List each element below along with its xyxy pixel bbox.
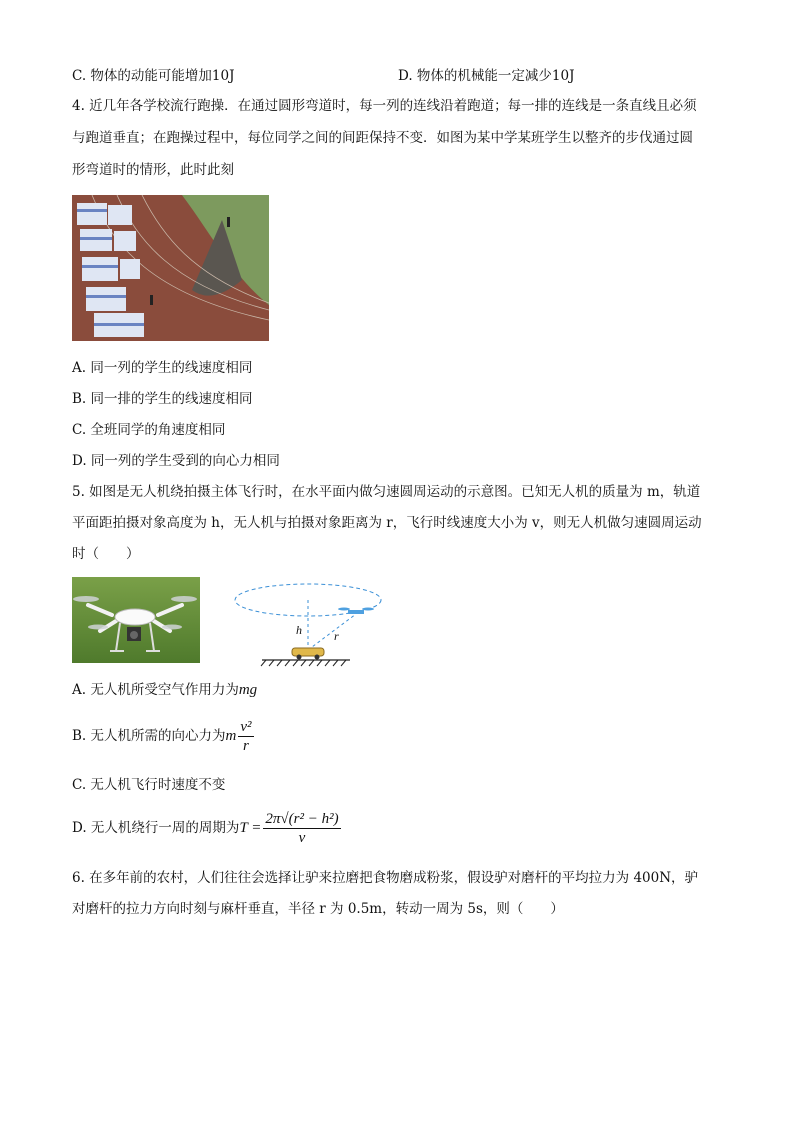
q4-stem-line3: 形弯道时的情形，此时此刻 [72, 162, 234, 178]
q4-option-d: D. 同一列的学生受到的向心力相同 [72, 453, 280, 469]
q5-option-b-fraction [238, 718, 253, 755]
q5-option-a [72, 680, 257, 700]
drone-orbit-diagram [228, 580, 388, 670]
q5-stem-line1: 5. 如图是无人机绕拍摄主体飞行时，在水平面内做匀速圆周运动的示意图。已知无人机的质量为 m，轨道 [72, 484, 701, 500]
q6-stem-line1: 6. 在多年前的农村，人们往往会选择让驴来拉磨把食物磨成粉浆，假设驴对磨杆的平均拉力为 400N，驴 [72, 870, 699, 886]
diagram-label-r: r [334, 629, 339, 643]
q5-option-a-formula: mg [238, 682, 258, 698]
q4-option-c: C. 全班同学的角速度相同 [72, 422, 226, 438]
q5-option-c: C. 无人机飞行时速度不变 [72, 777, 226, 793]
q5-option-b-numerator: v² [240, 719, 252, 735]
q5-option-b-denominator: r [243, 738, 249, 754]
q5-option-d-denominator: v [298, 830, 306, 846]
q3-option-c: C. 物体的动能可能增加10J [72, 68, 235, 84]
q5-option-b-text: B. 无人机所需的向心力为 [72, 728, 226, 744]
q5-option-d-text: D. 无人机绕行一周的周期为 [72, 820, 240, 836]
q6-stem-line2: 对磨杆的拉力方向时刻与麻杆垂直，半径 r 为 0.5m，转动一周为 5s，则（ ） [72, 901, 564, 917]
q5-option-d [72, 810, 341, 847]
q5-option-a-text: A. 无人机所受空气作用力为 [72, 682, 239, 698]
q5-stem-line2: 平面距拍摄对象高度为 h，无人机与拍摄对象距离为 r，飞行时线速度大小为 v，则无人机做匀速圆周运动 [72, 515, 702, 531]
q5-option-d-fraction [263, 810, 340, 847]
q4-option-a: A. 同一列的学生的线速度相同 [72, 360, 253, 376]
diagram-label-h: h [296, 623, 302, 637]
q3-option-d: D. 物体的机械能一定减少10J [398, 68, 575, 84]
q4-option-b: B. 同一排的学生的线速度相同 [72, 391, 253, 407]
q5-option-d-lhs: T = [239, 820, 262, 836]
q5-option-b-m: m [225, 728, 237, 744]
q5-option-b [72, 718, 254, 755]
running-track-photo [72, 195, 269, 341]
q5-option-d-numerator: 2π√(r² − h²) [265, 811, 339, 827]
q4-stem-line1: 4. 近几年各学校流行跑操．在通过圆形弯道时，每一列的连线沿着跑道；每一排的连线是一条直线且必须 [72, 98, 697, 114]
drone-photo [72, 577, 200, 663]
q5-stem-line3: 时（ ） [72, 546, 140, 562]
q4-stem-line2: 与跑道垂直；在跑操过程中，每位同学之间的间距保持不变．如图为某中学某班学生以整齐的步伐通过圆 [72, 130, 693, 146]
